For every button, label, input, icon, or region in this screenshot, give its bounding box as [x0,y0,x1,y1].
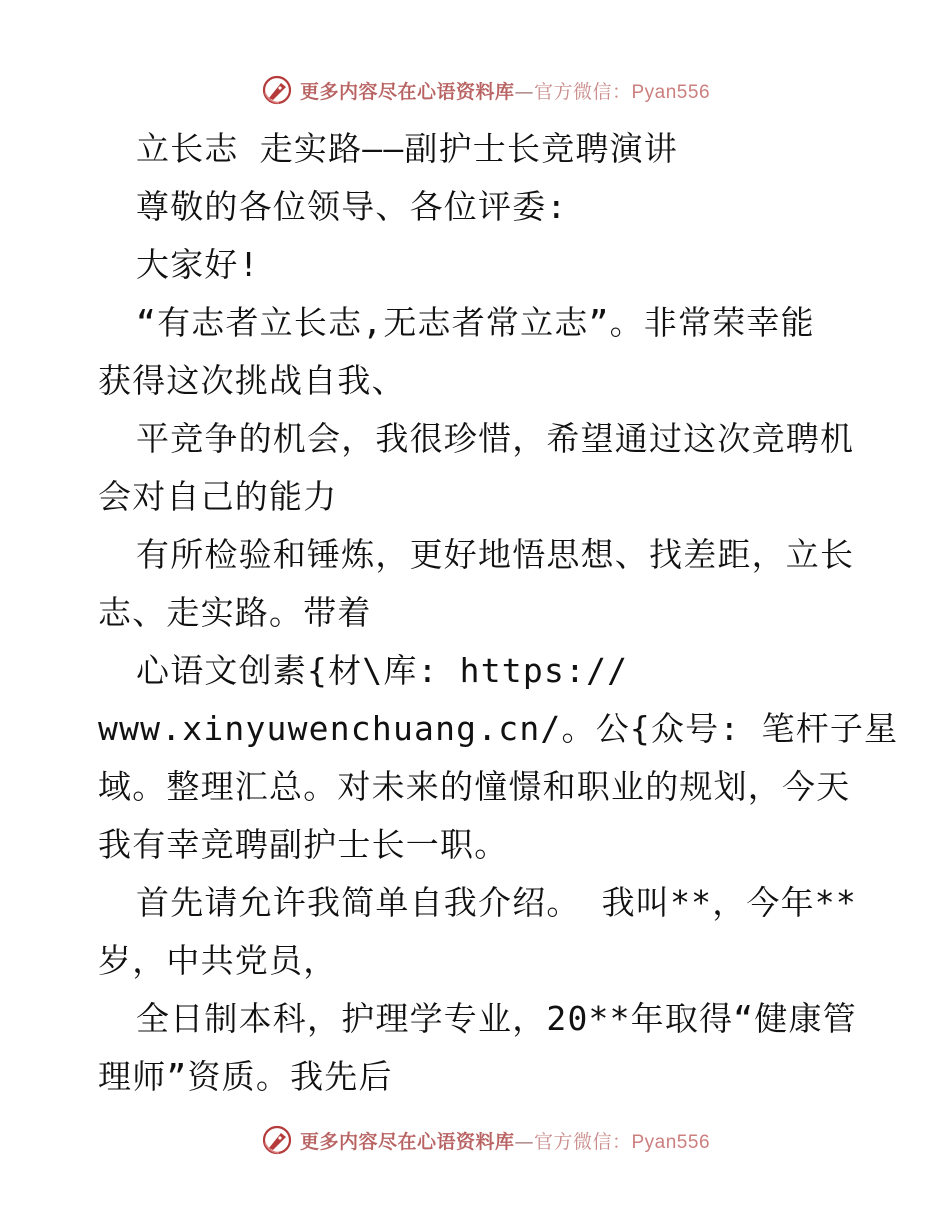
footer-banner [0,1120,950,1160]
banner-dash: — [514,1130,534,1153]
salutation: 尊敬的各位领导、各位评委: [136,187,568,226]
paragraph-line: 会对自己的能力 [98,477,338,516]
paragraph-line: 平竞争的机会，我很珍惜，希望通过这次竞聘机 [136,419,855,458]
greeting: 大家好! [136,245,260,284]
paragraph-line: 获得这次挑战自我、 [98,361,406,400]
paragraph-line: www.xinyuwenchuang.cn/。公{众号: 笔杆子星 [98,709,899,748]
paragraph-line: 我有幸竞聘副护士长一职。 [98,825,509,864]
paragraph-line: 首先请允许我简单自我介绍。 我叫**，今年** [136,883,857,922]
pen-nib-logo-icon [260,1123,294,1157]
banner-wechat-label: 官方微信： [533,1130,632,1153]
paragraph-line: 有所检验和锤炼，更好地悟思想、找差距，立长 [136,535,855,574]
document-body [98,120,899,1106]
pen-nib-logo-icon [260,73,294,107]
banner-dash: — [514,80,534,103]
document-title: 立长志 走实路——副护士长竞聘演讲 [136,129,679,168]
banner-wechat-id: Pyan556 [631,81,711,103]
banner-wechat-id: Pyan556 [631,1131,711,1153]
banner-main-text: 更多内容尽在心语资料库 [299,1130,515,1153]
header-banner [0,70,950,110]
paragraph-line: 全日制本科，护理学专业，20**年取得“健康管 [136,999,857,1038]
paragraph-line: 域。整理汇总。对未来的憧憬和职业的规划，今天 [98,767,851,806]
banner-wechat-label: 官方微信： [533,80,632,103]
paragraph-line: “有志者立长志,无志者常立志”。非常荣幸能 [136,303,815,342]
paragraph-line: 心语文创素{材\库: https:// [136,651,629,690]
paragraph-line: 志、走实路。带着 [98,593,372,632]
paragraph-line: 理师”资质。我先后 [98,1057,393,1096]
banner-main-text: 更多内容尽在心语资料库 [299,80,515,103]
paragraph-line: 岁，中共党员， [98,941,338,980]
